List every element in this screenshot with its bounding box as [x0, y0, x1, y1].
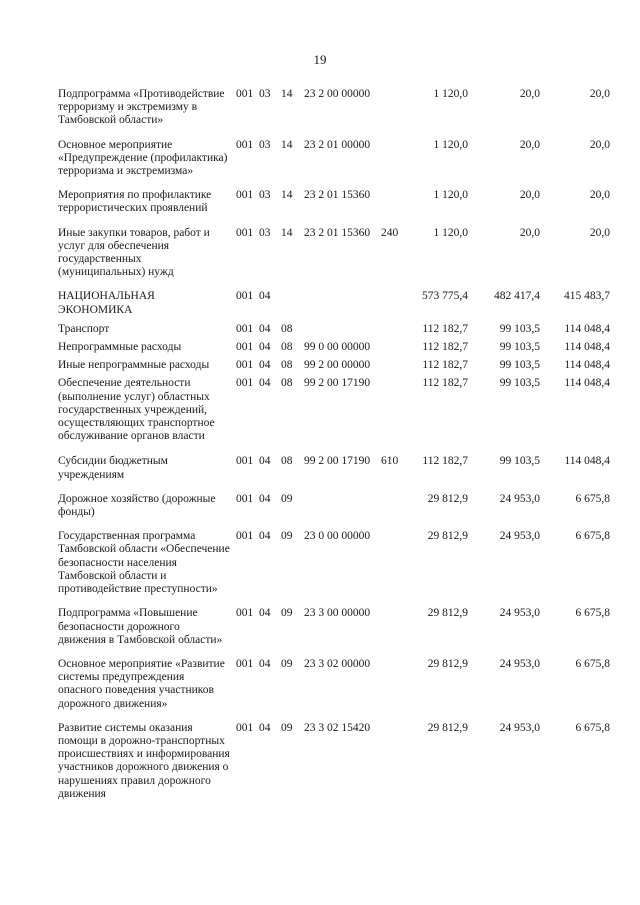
- row-value-year-2: 24 953,0: [499, 530, 540, 543]
- row-section-code: 03: [259, 138, 271, 151]
- row-value-year-1: 29 812,9: [427, 530, 468, 543]
- row-ministry-code: 001: [236, 290, 254, 303]
- row-value-year-3: 6 675,8: [575, 657, 610, 670]
- row-value-year-3: 20,0: [589, 189, 610, 202]
- row-subsection-code: 08: [281, 377, 293, 390]
- row-section-code: 04: [259, 359, 271, 372]
- row-section-code: 03: [259, 226, 271, 239]
- row-value-year-1: 573 775,4: [422, 290, 468, 303]
- row-section-code: 03: [259, 88, 271, 100]
- row-ministry-code: 001: [236, 226, 254, 239]
- row-name: Иные непрограммные расходы: [58, 359, 210, 372]
- table-row: [0, 455, 640, 481]
- row-ministry-code: 001: [236, 189, 254, 202]
- row-value-year-2: 24 953,0: [499, 607, 540, 620]
- row-value-year-2: 20,0: [519, 88, 540, 100]
- table-row: [0, 341, 640, 354]
- row-target-code: 99 2 00 00000: [304, 359, 371, 372]
- row-name: Основное мероприятие «Развитие системы предупреждения опасного поведения участников дорожного движения»: [58, 657, 225, 710]
- row-ministry-code: 001: [236, 341, 254, 354]
- row-value-year-3: 20,0: [589, 88, 610, 100]
- row-value-year-2: 99 103,5: [499, 341, 540, 354]
- table-row: [0, 290, 640, 316]
- row-section-code: 04: [259, 721, 271, 734]
- row-name: Транспорт: [58, 322, 110, 335]
- row-name: Дорожное хозяйство (дорожные фонды): [58, 492, 216, 519]
- row-subsection-code: 08: [281, 455, 293, 468]
- row-ministry-code: 001: [236, 88, 254, 100]
- row-value-year-2: 24 953,0: [499, 721, 540, 734]
- row-value-year-1: 1 120,0: [433, 138, 468, 151]
- table-row: [0, 607, 640, 647]
- row-ministry-code: 001: [236, 657, 254, 670]
- row-target-code: 23 2 01 15360: [304, 189, 371, 202]
- row-ministry-code: 001: [236, 492, 254, 505]
- row-section-code: 04: [259, 530, 271, 543]
- row-value-year-1: 1 120,0: [433, 88, 468, 100]
- row-name: Подпрограмма «Повышение безопасности дорожного движения в Тамбовской области»: [58, 607, 223, 646]
- row-value-year-2: 99 103,5: [499, 322, 540, 335]
- row-value-year-2: 99 103,5: [499, 455, 540, 468]
- row-name: Иные закупки товаров, работ и услуг для обеспечения государственных (муниципальных) нужд: [58, 226, 210, 279]
- row-value-year-1: 29 812,9: [427, 721, 468, 734]
- row-value-year-1: 112 182,7: [422, 377, 468, 390]
- row-value-year-3: 114 048,4: [564, 455, 610, 468]
- table-row: [0, 377, 640, 443]
- row-target-code: 23 3 02 15420: [304, 721, 371, 734]
- row-name: Государственная программа Тамбовской области «Обеспечение безопасности населения Тамбовской области и противодействие преступности»: [58, 530, 230, 596]
- row-target-code: 23 3 02 00000: [304, 657, 371, 670]
- row-value-year-1: 112 182,7: [422, 322, 468, 335]
- table-row: [0, 189, 640, 215]
- row-name: Непрограммные расходы: [58, 341, 182, 354]
- row-target-code: 99 2 00 17190: [304, 455, 371, 468]
- row-value-year-3: 114 048,4: [564, 341, 610, 354]
- row-section-code: 04: [259, 290, 271, 303]
- row-value-year-3: 6 675,8: [575, 492, 610, 505]
- row-ministry-code: 001: [236, 322, 254, 335]
- row-subsection-code: 09: [281, 657, 293, 670]
- row-value-year-1: 112 182,7: [422, 341, 468, 354]
- row-name: Субсидии бюджетным учреждениям: [58, 455, 168, 481]
- row-value-year-3: 114 048,4: [564, 377, 610, 390]
- row-value-year-3: 6 675,8: [575, 721, 610, 734]
- row-value-year-3: 6 675,8: [575, 607, 610, 620]
- table-row: [0, 530, 640, 596]
- row-section-code: 03: [259, 189, 271, 202]
- row-target-code: 23 2 01 00000: [304, 138, 371, 151]
- row-section-code: 04: [259, 455, 271, 468]
- row-target-code: 23 3 00 00000: [304, 607, 371, 620]
- table-row: [0, 323, 640, 336]
- row-value-year-1: 29 812,9: [427, 607, 468, 620]
- row-value-year-3: 415 483,7: [564, 290, 610, 303]
- row-ministry-code: 001: [236, 377, 254, 390]
- row-value-year-2: 99 103,5: [499, 359, 540, 372]
- row-subsection-code: 09: [281, 492, 293, 505]
- row-subsection-code: 08: [281, 359, 293, 372]
- row-name: Мероприятия по профилактике террористических проявлений: [58, 189, 212, 215]
- row-section-code: 04: [259, 492, 271, 505]
- row-subsection-code: 09: [281, 607, 293, 620]
- row-expense-type-code: 240: [381, 226, 399, 239]
- table-row: [0, 139, 640, 179]
- row-name: Развитие системы оказания помощи в дорожно-транспортных происшествиях и информирования участников дорожного движения о нарушениях правил дорожного движения: [58, 721, 230, 800]
- row-section-code: 04: [259, 322, 271, 335]
- row-subsection-code: 14: [281, 189, 293, 202]
- row-subsection-code: 08: [281, 322, 293, 335]
- table-row: [0, 227, 640, 280]
- row-value-year-3: 20,0: [589, 138, 610, 151]
- row-ministry-code: 001: [236, 721, 254, 734]
- row-subsection-code: 09: [281, 721, 293, 734]
- row-subsection-code: 14: [281, 226, 293, 239]
- row-subsection-code: 08: [281, 341, 293, 354]
- row-ministry-code: 001: [236, 359, 254, 372]
- row-value-year-1: 1 120,0: [433, 189, 468, 202]
- row-name: НАЦИОНАЛЬНАЯ ЭКОНОМИКА: [58, 290, 155, 316]
- row-value-year-2: 482 417,4: [494, 290, 540, 303]
- row-value-year-1: 112 182,7: [422, 359, 468, 372]
- table-row: [0, 359, 640, 372]
- row-value-year-2: 20,0: [519, 138, 540, 151]
- row-value-year-1: 29 812,9: [427, 657, 468, 670]
- row-name: Подпрограмма «Противодействие терроризму и экстремизму в Тамбовской области»: [58, 88, 225, 127]
- row-target-code: 23 0 00 00000: [304, 530, 371, 543]
- row-name: Основное мероприятие «Предупреждение (профилактика) терроризма и экстремизма»: [58, 138, 228, 178]
- page-number: 19: [313, 52, 327, 67]
- row-value-year-1: 29 812,9: [427, 492, 468, 505]
- table-row: [0, 88, 640, 128]
- table-row: [0, 493, 640, 519]
- row-target-code: 99 0 00 00000: [304, 341, 371, 354]
- row-ministry-code: 001: [236, 138, 254, 151]
- table-row: [0, 722, 640, 801]
- row-ministry-code: 001: [236, 607, 254, 620]
- table-row: [0, 658, 640, 711]
- row-value-year-2: 99 103,5: [499, 377, 540, 390]
- row-name: Обеспечение деятельности (выполнение услуг) областных государственных учреждений, осуществляющих транспортное обслуживание органов власти: [58, 377, 215, 443]
- row-value-year-2: 20,0: [519, 189, 540, 202]
- row-value-year-2: 24 953,0: [499, 657, 540, 670]
- row-section-code: 04: [259, 657, 271, 670]
- row-target-code: 23 2 01 15360: [304, 226, 371, 239]
- row-value-year-2: 24 953,0: [499, 492, 540, 505]
- row-value-year-2: 20,0: [519, 226, 540, 239]
- row-subsection-code: 09: [281, 530, 293, 543]
- row-section-code: 04: [259, 607, 271, 620]
- row-target-code: 99 2 00 17190: [304, 377, 371, 390]
- row-expense-type-code: 610: [381, 455, 399, 468]
- row-ministry-code: 001: [236, 455, 254, 468]
- row-section-code: 04: [259, 377, 271, 390]
- row-value-year-1: 1 120,0: [433, 226, 468, 239]
- row-value-year-1: 112 182,7: [422, 455, 468, 468]
- row-value-year-3: 6 675,8: [575, 530, 610, 543]
- row-value-year-3: 114 048,4: [564, 359, 610, 372]
- row-value-year-3: 114 048,4: [564, 322, 610, 335]
- row-ministry-code: 001: [236, 530, 254, 543]
- row-section-code: 04: [259, 341, 271, 354]
- row-subsection-code: 14: [281, 138, 293, 151]
- budget-table: [0, 88, 640, 801]
- row-target-code: 23 2 00 00000: [304, 88, 371, 100]
- row-subsection-code: 14: [281, 88, 293, 100]
- row-value-year-3: 20,0: [589, 226, 610, 239]
